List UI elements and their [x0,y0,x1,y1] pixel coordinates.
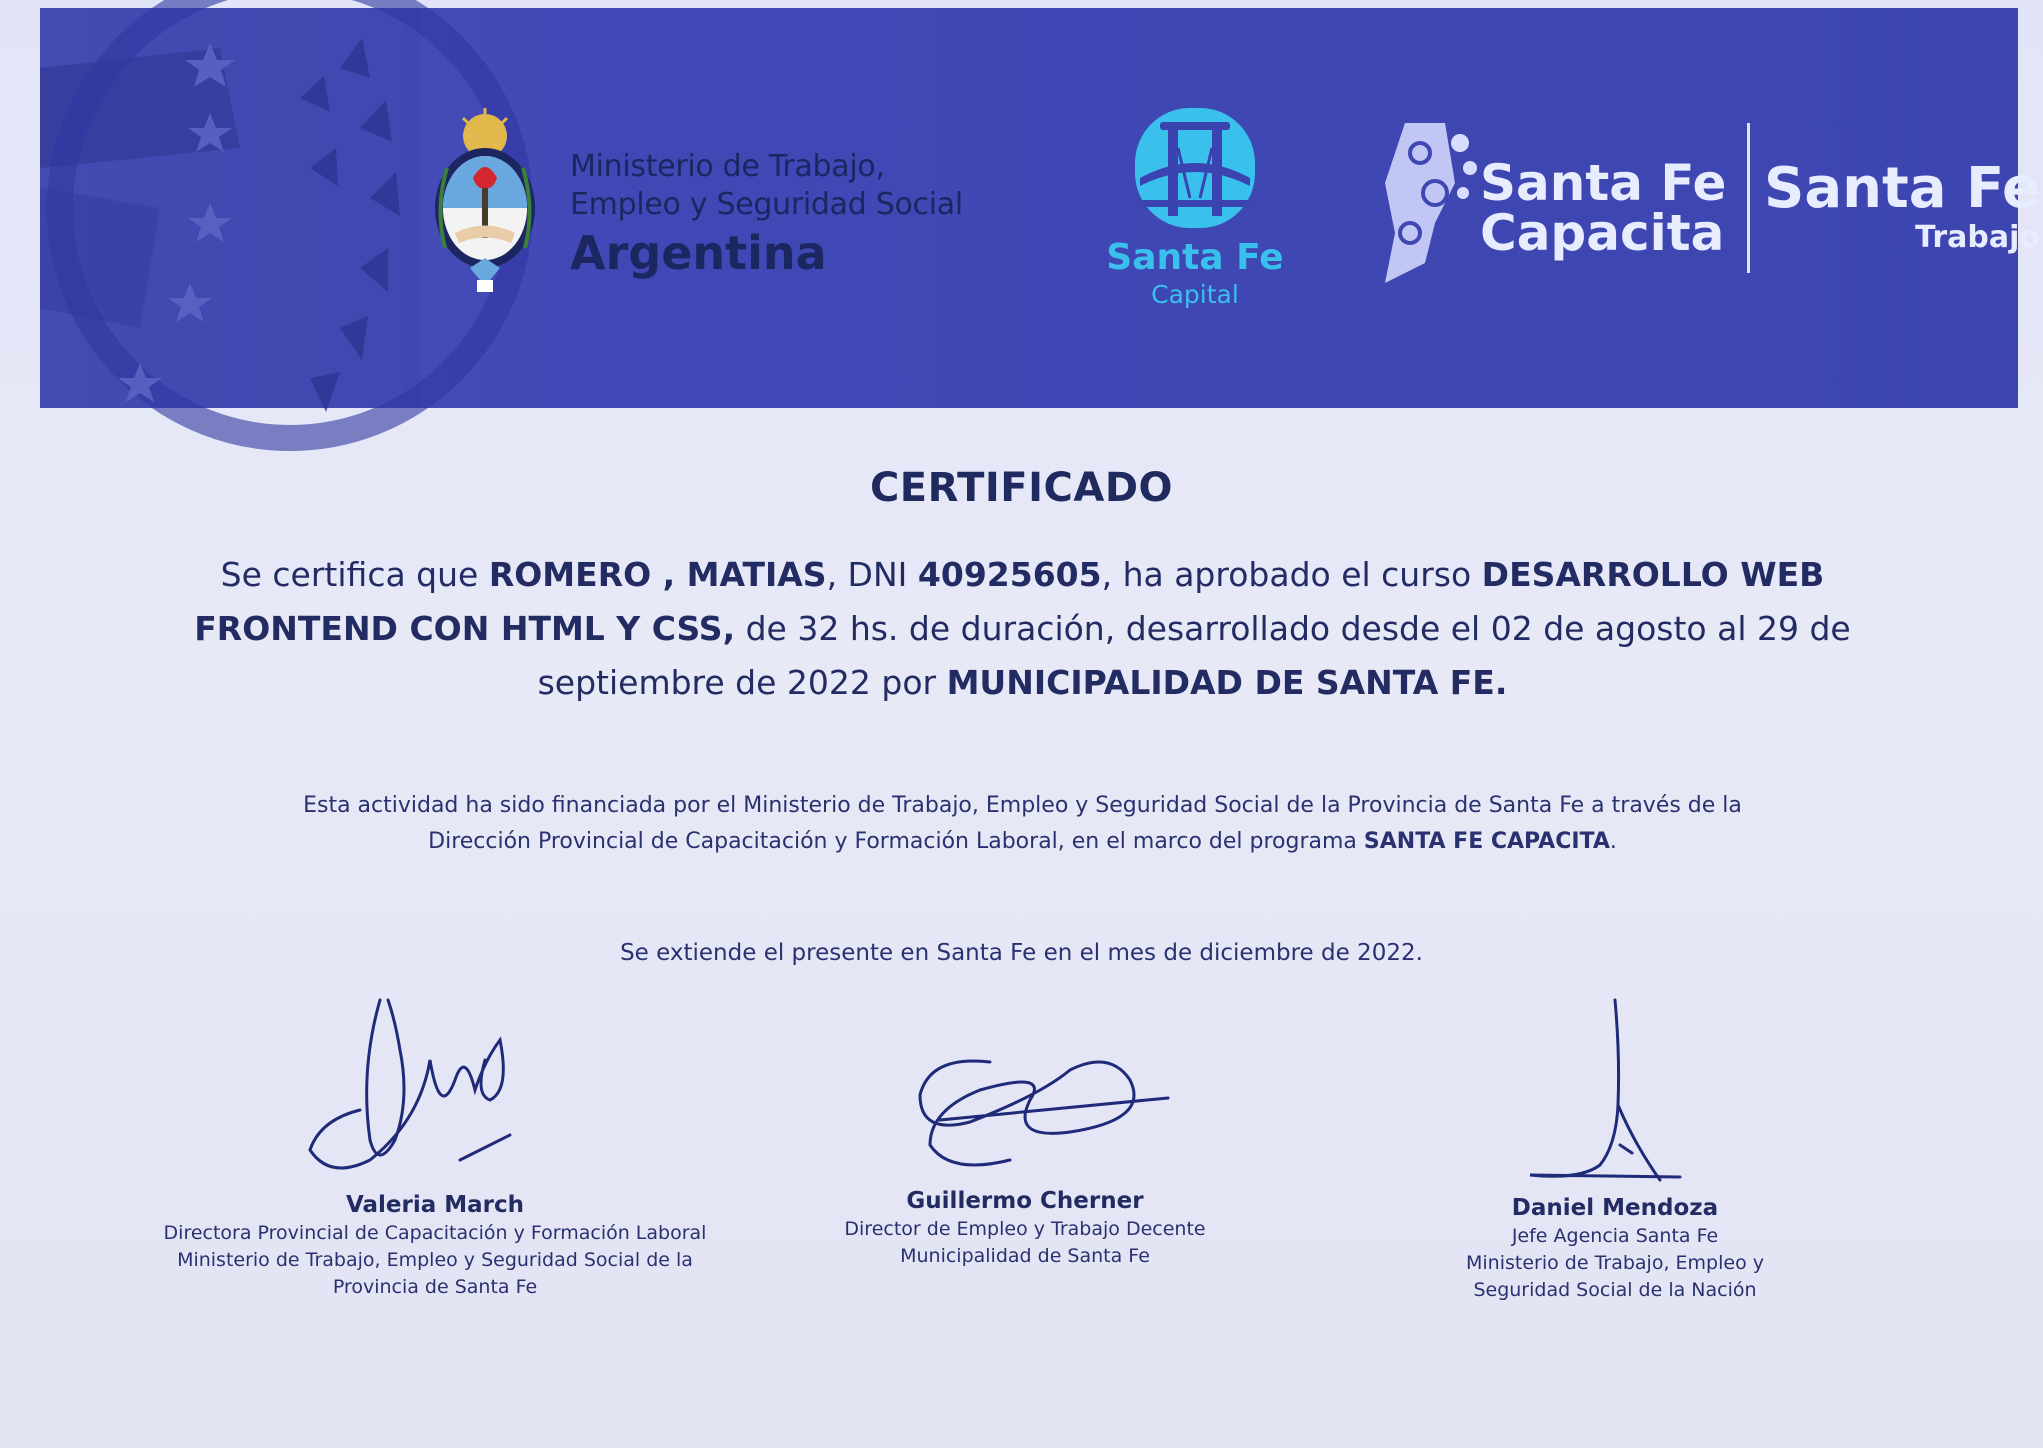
approved-text: , ha aprobado el curso [1101,555,1482,594]
capacita-line-1: Santa Fe [1480,154,1727,212]
dni-label: , DNI [826,555,918,594]
trabajo-line-1: Santa Fe [1763,156,2040,221]
signer-name: Valeria March [345,1192,525,1218]
signer-role-line: Provincia de Santa Fe [332,1276,538,1298]
institution-name: MUNICIPALIDAD DE SANTA FE. [946,663,1508,702]
ministry-line-1: Ministerio de Trabajo, [570,149,885,184]
santa-fe-trabajo-wordmark [1760,158,2040,256]
student-dni: 40925605 [917,555,1102,594]
body-intro: Se certifica que [220,555,489,594]
ministry-line-2: Empleo y Seguridad Social [570,187,963,222]
funding-end: . [1609,829,1617,854]
signature-guillermo-cherner [910,1050,1180,1180]
signature-block-1 [160,1190,710,1301]
signer-role-line: Ministerio de Trabajo, Empleo y [1466,1252,1764,1274]
ministry-country: Argentina [570,226,827,280]
santa-fe-capacita-wordmark [1480,154,1740,262]
capacita-line-2: Capacita [1480,204,1725,262]
signature-daniel-mendoza [1520,995,1700,1200]
certificate-title: CERTIFICADO [869,465,1174,511]
extension-statement: Se extiende el presente en Santa Fe en el mes de diciembre de 2022. [620,940,1423,966]
ministry-logo-text [570,148,1010,282]
program-name: SANTA FE CAPACITA [1363,829,1610,854]
santa-fe-capital-sub: Capital [1151,280,1239,309]
signature-valeria-march [300,990,530,1190]
santa-fe-capacita-gears-icon [1365,123,1485,283]
santa-fe-capital-name: Santa Fe [1106,237,1284,278]
argentina-coat-of-arms-icon [425,108,545,298]
signer-role-line: Director de Empleo y Trabajo Decente [844,1218,1206,1240]
trabajo-line-2: Trabajo [1915,220,2040,255]
student-name: ROMERO , MATIAS [488,555,827,594]
course-name: DESARROLLO WEB FRONTEND CON HTML Y CSS, [194,555,1825,648]
signer-role-line: Seguridad Social de la Nación [1473,1279,1757,1301]
logo-divider [1747,123,1750,273]
signer-name: Guillermo Cherner [906,1188,1144,1214]
funding-statement [290,788,1755,860]
signature-block-2 [800,1186,1250,1270]
decorative-stars-leaves-icon [40,8,420,408]
signer-role-line: Jefe Agencia Santa Fe [1511,1225,1719,1247]
header-banner [40,8,2040,408]
certificate-body [190,548,1855,710]
signer-role-line: Ministerio de Trabajo, Empleo y Seguridad Social de la [177,1249,693,1271]
signer-role-line: Municipalidad de Santa Fe [900,1245,1150,1267]
signature-block-3 [1390,1193,1840,1304]
signer-name: Daniel Mendoza [1511,1195,1719,1221]
duration-text: de 32 hs. de duración, desarrollado desde el 02 de agosto al 29 de septiembre de 2022 por [537,609,1851,702]
santa-fe-capital-bridge-icon [1130,108,1260,308]
funding-text: Esta actividad ha sido financiada por el Ministerio de Trabajo, Empleo y Seguridad Social de la Provincia de Santa Fe a través de la Dirección Provincial de Capacitación y Formación Laboral, en el marco del programa [303,793,1742,854]
signer-role-line: Directora Provincial de Capacitación y Formación Laboral [163,1222,707,1244]
